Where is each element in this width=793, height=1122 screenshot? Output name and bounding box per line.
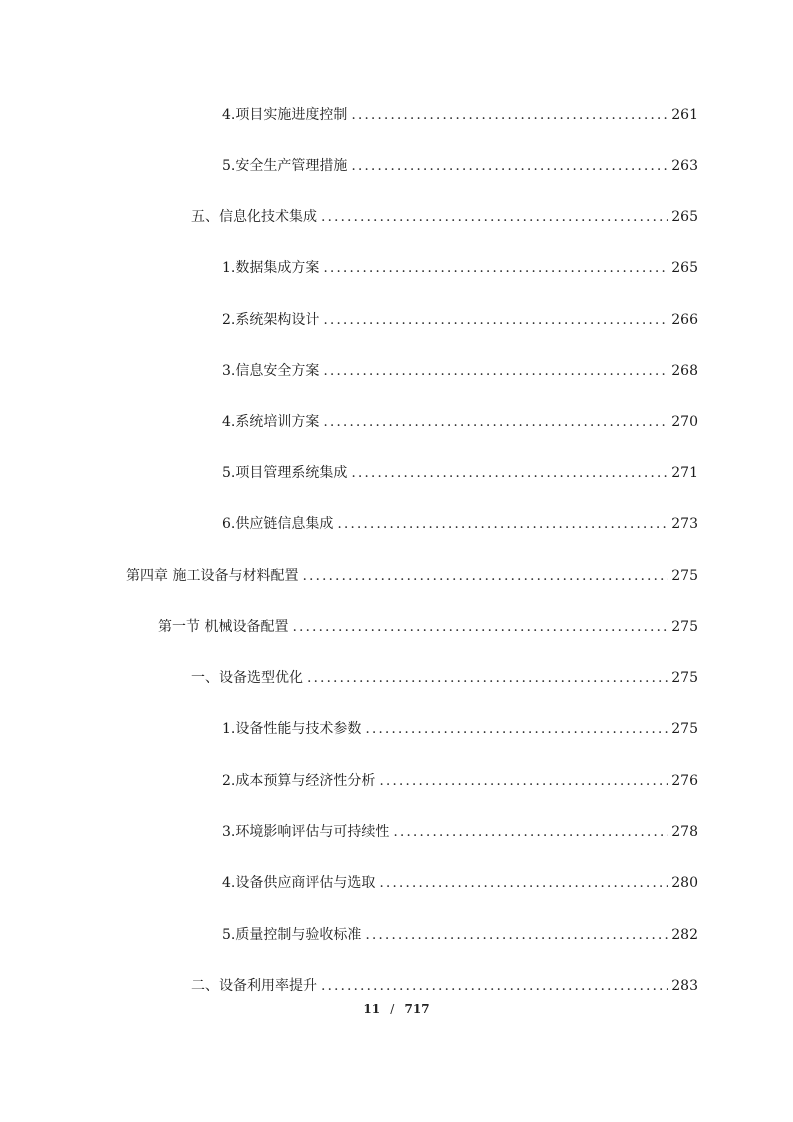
toc-entry-section[interactable]: [158, 616, 698, 638]
toc-entry-page: 275: [671, 670, 698, 686]
toc-entry[interactable]: [222, 770, 698, 792]
toc-entry-label: 2.系统架构设计: [222, 312, 320, 328]
toc-entry-page: 282: [671, 927, 698, 943]
toc-entry[interactable]: [222, 513, 698, 535]
toc-entry-label: 二、设备利用率提升: [191, 978, 317, 994]
dot-leader: [302, 565, 668, 587]
toc-entry-page: 263: [671, 158, 698, 174]
dot-leader: [323, 257, 668, 279]
toc-entry-page: 280: [671, 875, 698, 891]
toc-entry-page: 276: [671, 773, 698, 789]
toc-entry-label: 一、设备选型优化: [191, 670, 303, 686]
toc-entry[interactable]: [222, 104, 698, 126]
toc-entry[interactable]: [222, 155, 698, 177]
toc-entry-page: 265: [671, 260, 698, 276]
dot-leader: [321, 206, 668, 228]
toc-entry[interactable]: [222, 309, 698, 331]
toc-entry-page: 273: [671, 516, 698, 532]
toc-entry[interactable]: [222, 821, 698, 843]
dot-leader: [365, 718, 668, 740]
toc-entry[interactable]: [222, 411, 698, 433]
toc-entry-page: 275: [671, 721, 698, 737]
toc-entry-label: 5.安全生产管理措施: [222, 158, 348, 174]
dot-leader: [379, 770, 668, 792]
toc-entry-page: 265: [671, 209, 698, 225]
toc-entry[interactable]: [222, 462, 698, 484]
toc-entry-label: 2.成本预算与经济性分析: [222, 773, 376, 789]
dot-leader: [365, 924, 668, 946]
toc-entry-page: 266: [671, 312, 698, 328]
total-page-count: 717: [404, 1002, 430, 1016]
dot-leader: [323, 360, 668, 382]
toc-entry-page: 278: [671, 824, 698, 840]
toc-entry[interactable]: [222, 872, 698, 894]
dot-leader: [351, 104, 668, 126]
toc-entry[interactable]: [222, 718, 698, 740]
toc-entry-label: 第一节 机械设备配置: [158, 619, 289, 635]
toc-entry[interactable]: [222, 924, 698, 946]
toc-entry-label: 五、信息化技术集成: [191, 209, 317, 225]
dot-leader: [321, 975, 668, 997]
dot-leader: [307, 667, 668, 689]
dot-leader: [351, 155, 668, 177]
toc-entry-page: 271: [671, 465, 698, 481]
toc-entry-label: 4.系统培训方案: [222, 414, 320, 430]
toc-entry-label: 4.设备供应商评估与选取: [222, 875, 376, 891]
toc-entry-page: 283: [671, 978, 698, 994]
toc-entry[interactable]: [191, 667, 698, 689]
toc-entry-page: 270: [671, 414, 698, 430]
current-page-number: 11: [363, 1002, 381, 1016]
toc-entry-label: 6.供应链信息集成: [222, 516, 334, 532]
toc-entry-label: 3.信息安全方案: [222, 363, 320, 379]
toc-entry-label: 5.质量控制与验收标准: [222, 927, 362, 943]
dot-leader: [323, 411, 668, 433]
toc-entry[interactable]: [191, 206, 698, 228]
dot-leader: [379, 872, 668, 894]
toc-entry[interactable]: [191, 975, 698, 997]
toc-entry-chapter[interactable]: [126, 565, 698, 587]
toc-entry-label: 第四章 施工设备与材料配置: [126, 568, 299, 584]
dot-leader: [337, 513, 668, 535]
toc-entry-label: 1.设备性能与技术参数: [222, 721, 362, 737]
toc-entry-page: 268: [671, 363, 698, 379]
toc-entry-page: 261: [671, 107, 698, 123]
dot-leader: [393, 821, 668, 843]
toc-entry-label: 1.数据集成方案: [222, 260, 320, 276]
toc-entry-label: 3.环境影响评估与可持续性: [222, 824, 390, 840]
toc-entry-page: 275: [671, 568, 698, 584]
page-separator: /: [390, 1002, 395, 1016]
toc-entry-label: 5.项目管理系统集成: [222, 465, 348, 481]
toc-entry[interactable]: [222, 360, 698, 382]
dot-leader: [351, 462, 668, 484]
dot-leader: [323, 309, 668, 331]
page-footer: [0, 1000, 793, 1018]
toc-entry-label: 4.项目实施进度控制: [222, 107, 348, 123]
dot-leader: [292, 616, 668, 638]
toc-entry[interactable]: [222, 257, 698, 279]
toc-entry-page: 275: [671, 619, 698, 635]
